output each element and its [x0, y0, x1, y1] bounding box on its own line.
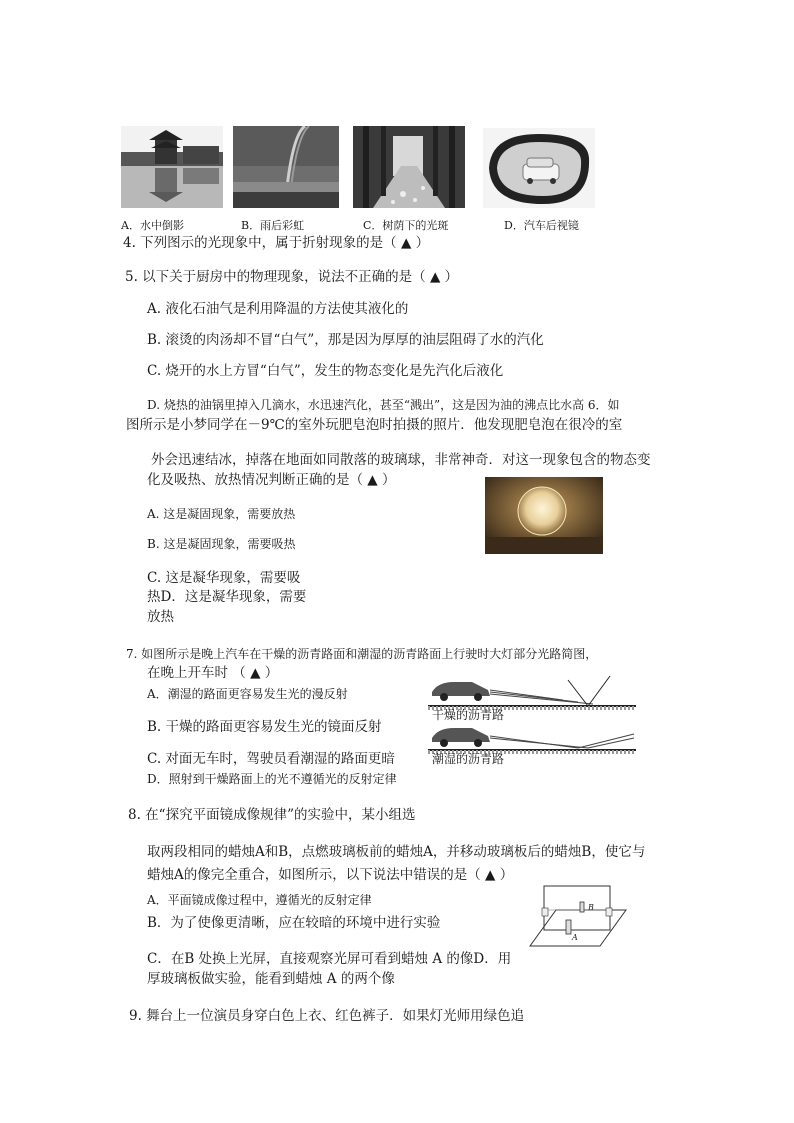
- candle-a-label: A: [572, 933, 578, 942]
- photo-tree-shade: [353, 126, 465, 208]
- photo-car-mirror: [483, 128, 595, 208]
- question-5-option-a: A. 液化石油气是利用降温的方法使其液化的: [147, 301, 409, 317]
- caption-b: B．雨后彩虹: [241, 219, 305, 232]
- question-8-option-b: B．为了使像更清晰，应在较暗的环境中进行实验: [147, 915, 441, 931]
- candle-b-label: B: [588, 903, 594, 912]
- question-6-option-d: 热D．这是凝华现象，需要: [147, 589, 307, 605]
- question-6-option-d-end: 放热: [147, 609, 174, 625]
- question-6-line-2: 外会迅速结冰，掉落在地面如同散落的玻璃球，非常神奇．对这一现象包含的物态变: [151, 452, 651, 468]
- question-6-option-c: C. 这是凝华现象，需要吸: [147, 570, 301, 586]
- label-wet-road: 潮湿的沥青路: [432, 752, 505, 766]
- question-5-stem: 5. 以下关于厨房中的物理现象，说法不正确的是（ ▲ ）: [125, 269, 459, 285]
- question-7-option-c: C. 对面无车时，驾驶员看潮湿的路面更暗: [147, 751, 395, 767]
- photo-water-reflection: [121, 126, 223, 208]
- question-6-line-1: 图所示是小梦同学在－9℃的室外玩肥皂泡时拍摄的照片．他发现肥皂泡在很冷的室: [126, 417, 623, 433]
- caption-a: A．水中倒影: [121, 219, 184, 232]
- question-5-option-d: D. 烧热的油锅里掉入几滴水，水迅速汽化，甚至“溅出”，这是因为油的沸点比水高 6．如: [147, 398, 620, 412]
- question-6-option-a: A. 这是凝固现象，需要放热: [147, 507, 296, 521]
- photo-frozen-bubble: [485, 477, 603, 554]
- question-7-option-a: A．潮湿的路面更容易发生光的漫反射: [147, 687, 348, 701]
- question-8-stem: 8. 在“探究平面镜成像规律”的实验中，某小组选: [128, 807, 416, 823]
- car-icon-dry: [432, 682, 490, 701]
- photo-rainbow: [233, 126, 339, 208]
- question-6-option-b: B. 这是凝固现象，需要吸热: [147, 537, 296, 551]
- caption-d: D．汽车后视镜: [504, 219, 579, 232]
- label-dry-road: 干燥的沥青路: [432, 708, 505, 722]
- question-7-stem-1: 7. 如图所示是晚上汽车在干燥的沥青路面和潮湿的沥青路面上行驶时大灯部分光路简图，: [126, 647, 598, 661]
- car-icon-wet: [432, 728, 490, 747]
- question-5-option-c: C. 烧开的水上方冒“白气”，发生的物态变化是先汽化后液化: [147, 363, 504, 379]
- caption-c: C．树荫下的光斑: [363, 219, 449, 232]
- question-7-option-b: B. 干燥的路面更容易发生光的镜面反射: [147, 719, 382, 735]
- plane-mirror-diagram: [528, 880, 628, 948]
- question-8-option-c: C．在B 处换上光屏，直接观察光屏可看到蜡烛 A 的像D．用: [147, 951, 512, 967]
- question-8-line-2: 取两段相同的蜡烛A和B，点燃玻璃板前的蜡烛A，并移动玻璃板后的蜡烛B，使它与: [147, 844, 646, 860]
- question-6-line-3: 化及吸热、放热情况判断正确的是（ ▲ ）: [147, 472, 396, 488]
- question-8-line-3: 蜡烛A的像完全重合，如图所示，以下说法中错误的是（ ▲ ）: [147, 867, 514, 883]
- question-9: 9. 舞台上一位演员身穿白色上衣、红色裤子．如果灯光师用绿色追: [129, 1008, 525, 1024]
- question-8-option-a: A．平面镜成像过程中，遵循光的反射定律: [147, 893, 372, 907]
- question-7-stem-2: 在晚上开车时 （ ▲ ）: [147, 665, 279, 681]
- question-7-option-d: D．照射到干燥路面上的光不遵循光的反射定律: [147, 772, 397, 786]
- question-5-option-b: B. 滚烫的肉汤却不冒“白气”，那是因为厚厚的油层阻碍了水的汽化: [147, 332, 544, 348]
- question-8-option-d: 厚玻璃板做实验，能看到蜡烛 A 的两个像: [147, 971, 395, 987]
- question-4: 4. 下列图示的光现象中，属于折射现象的是（ ▲ ）: [123, 235, 430, 251]
